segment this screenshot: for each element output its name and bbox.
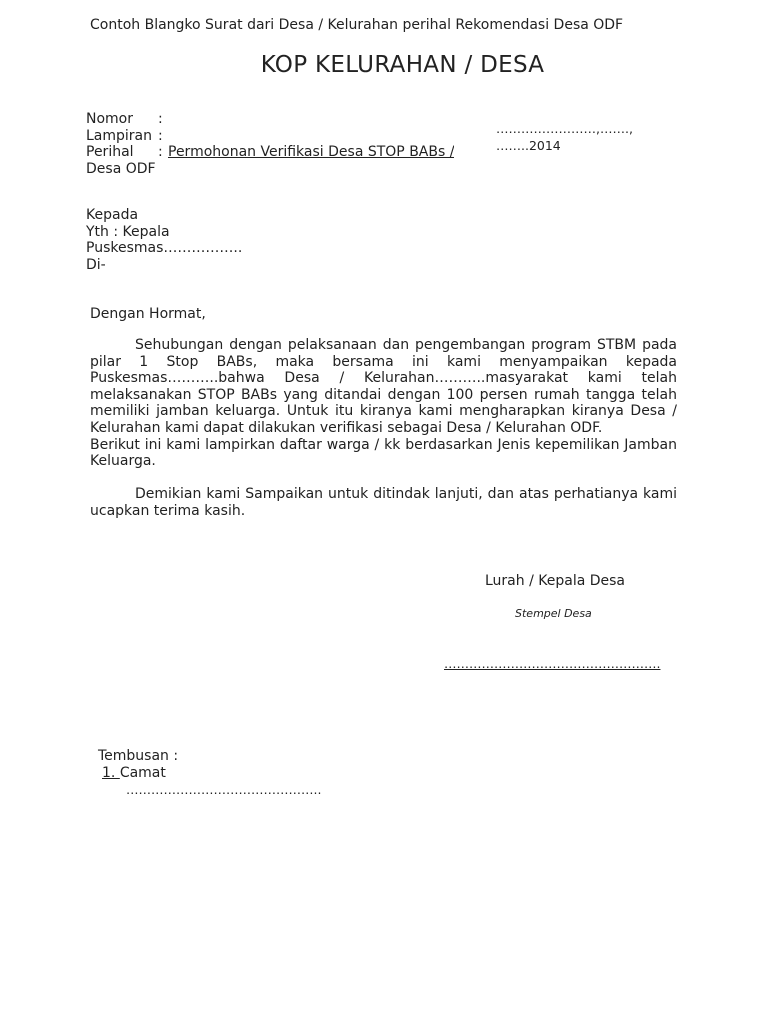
body-paragraph-2: Berikut ini kami lampirkan daftar warga / kk berdasarkan Jenis kepemilikan Jamban Keluarga. [90,436,677,470]
nomor-label: Nomor [86,111,133,127]
date-line-1: ……………………,……., [496,121,633,136]
letter-body [90,337,677,520]
salutation: Dengan Hormat, [90,306,206,322]
body-paragraph-1: Sehubungan dengan pelaksanaan dan pengembangan program STBM pada pilar 1 Stop BABs, maka bersama ini kami menyampaikan kepada Puskesmas………..bahwa Desa / Kelurahan………..masyarakat kami telah melaksanakan STOP BABs yang ditandai dengan 100 persen rumah tangga telah memiliki jamban keluarga. Untuk itu kiranya kami mengharapkan kiranya Desa / Kelurahan kami dapat dilakukan verifikasi sebagai Desa / Kelurahan ODF. [90,337,677,436]
perihal-row [86,144,454,161]
address-line-3: Puskesmas…………….. [86,240,243,256]
cc-dots: ……………………………………….. [126,782,322,797]
stamp-placeholder: Stempel Desa [515,607,592,620]
address-line-1: Kepada [86,207,139,223]
cc-item [102,765,166,781]
letter-meta [86,111,454,173]
cc-item-name: Camat [119,765,166,781]
perihal-continuation [86,161,454,174]
lampiran-label: Lampiran [86,127,153,144]
address-line-2: Yth : Kepala [86,223,170,240]
perihal-value: Permohonan Verifikasi Desa STOP BABs / [168,144,455,160]
cc-item-number: 1. [102,765,120,781]
paragraph-gap [90,470,677,487]
cc-label: Tembusan : [98,748,179,764]
signatory-title: Lurah / Kepala Desa [485,573,625,589]
signature-line: ……………………………………………. [444,656,661,671]
date-line-2: ……..2014 [496,137,561,153]
letter-date [496,121,633,154]
lampiran-row [86,128,454,145]
perihal-label: Perihal [86,144,134,160]
letterhead-title: KOP KELURAHAN / DESA [260,52,545,78]
document-caption: Contoh Blangko Surat dari Desa / Kelurahan perihal Rekomendasi Desa ODF [90,17,624,33]
nomor-row [86,111,454,128]
perihal-continuation-text: Desa ODF [86,160,156,173]
body-paragraph-3: Demikian kami Sampaikan untuk ditindak lanjuti, dan atas perhatianya kami ucapkan terima kasih. [90,486,677,519]
perihal-colon: : [158,144,163,160]
recipient-address [86,207,242,273]
nomor-colon: : [158,111,163,127]
address-line-4: Di- [86,256,106,273]
lampiran-colon: : [158,127,163,144]
